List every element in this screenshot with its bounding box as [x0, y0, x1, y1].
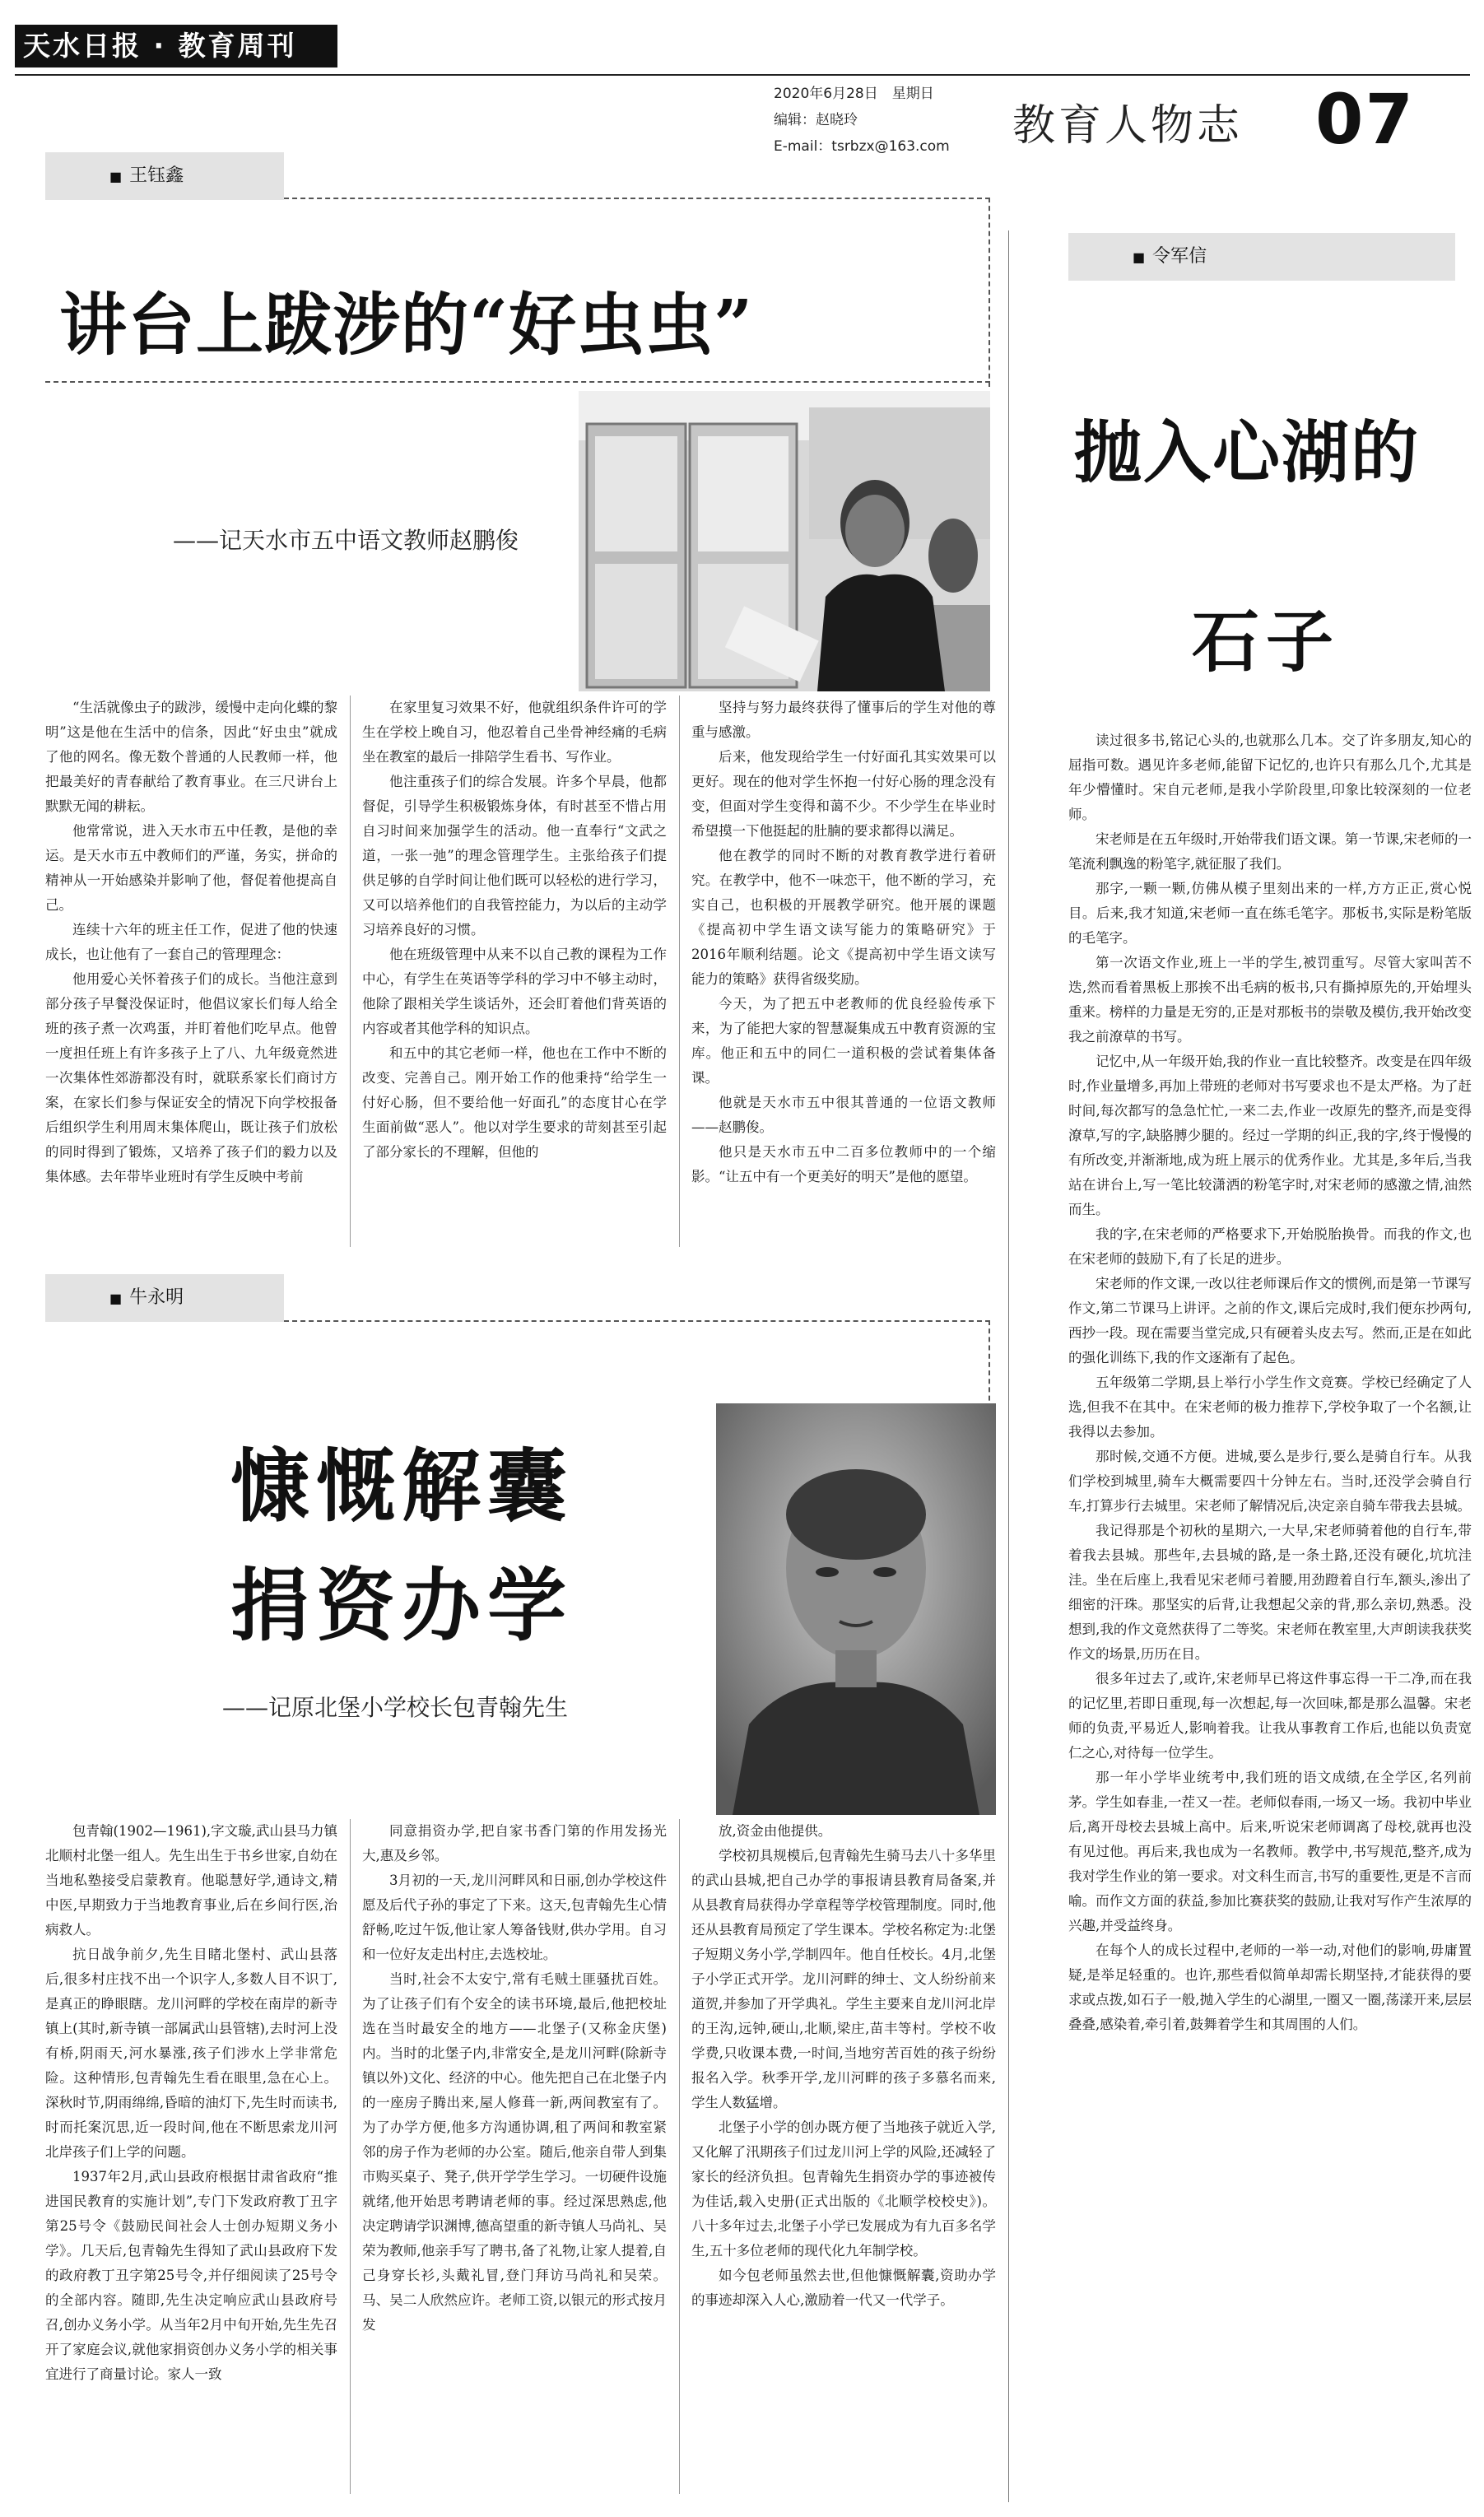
author-name: 令军信	[1152, 246, 1207, 267]
article-2-column-3	[691, 1819, 996, 2502]
issue-date: 2020年6月28日 星期日	[774, 86, 934, 102]
principal-portrait	[716, 1403, 996, 1815]
paragraph: 我的字,在宋老师的严格要求下,开始脱胎换骨。而我的作文,也在宋老师的鼓励下,有了长足的进步。	[1068, 1226, 1472, 1267]
contact-email: E-mail：tsrbzx@163.com	[774, 138, 950, 155]
paragraph: 很多年过去了,或许,宋老师早已将这件事忘得一干二净,而在我的记忆里,若即日重现,每一次想起,每一次回味,都是那么温馨。宋老师的负责,平易近人,影响着我。让我从事教育工作后,也能以负责宽仁之心,对待每一位学生。	[1068, 1671, 1472, 1761]
paragraph: 那一年小学毕业统考中,我们班的语文成绩,在全学区,名列前茅。学生如春韭,一茬又一茬。老师似春雨,一场又一场。我初中毕业后,离开母校去县城上高中。后来,听说宋老师调离了母校,就再也没有见过他。再后来,我也成为一名教师。教学中,书写规范,整齐,成为我对学生作业的第一要求。对文科生而言,书写的重要性,更是不言而喻。而作文方面的获益,参加比赛获奖的鼓励,让我对写作产生浓厚的兴趣,并受益终身。	[1068, 1770, 1472, 1933]
column-divider	[350, 696, 351, 1247]
article-1-dash-right	[989, 198, 990, 387]
paragraph: 他常常说，进入天水市五中任教，是他的幸运。是天水市五中教师们的严谨，务实，拼命的精神从一开始感染并影响了他，督促着他提高自己。	[45, 823, 337, 913]
paragraph: 包青翰(1902—1961),字文璇,武山县马力镇北顺村北堡一组人。先生出生于书乡世家,自幼在当地私塾接受启蒙教育。他聪慧好学,通诗文,精中医,早期致力于当地教育事业,后在乡间行医,治病救人。	[45, 1823, 337, 1938]
paragraph: 坚持与努力最终获得了懂事后的学生对他的尊重与感激。	[691, 700, 996, 740]
paragraph: 他在班级管理中从来不以自己教的课程为工作中心，有学生在英语等学科的学习中不够主动时，他除了跟相关学生谈话外，还会盯着他们背英语的内容或者其他学科的知识点。	[362, 947, 667, 1036]
paragraph: 我记得那是个初秋的星期六,一大早,宋老师骑着他的自行车,带着我去县城。那些年,去县城的路,是一条土路,还没有硬化,坑坑洼洼。坐在后座上,我看见宋老师弓着腰,用劲蹬着自行车,额头,渗出了细密的汗珠。那坚实的后背,让我想起父亲的背,那么亲切,熟悉。没想到,我的作文竟然获得了二等奖。宋老师在教室里,大声朗读我获奖作文的场景,历历在目。	[1068, 1523, 1472, 1662]
paragraph: 记忆中,从一年级开始,我的作业一直比较整齐。改变是在四年级时,作业量增多,再加上带班的老师对书写要求也不是太严格。为了赶时间,每次都写的急急忙忙,一来二去,作业一改原先的整齐,而是变得潦草,写的字,缺胳膊少腿的。经过一学期的纠正,我的字,终于慢慢的有所改变,并渐渐地,成为班上展示的优秀作业。尤其是,多年后,当我站在讲台上,写一笔比较潇洒的粉笔字时,对宋老师的感激之情,油然而生。	[1068, 1054, 1472, 1217]
article-2-title-line-1: 慷慨解囊	[230, 1440, 573, 1533]
teacher-photo	[579, 391, 990, 691]
article-2-subtitle: ——记原北堡小学校长包青翰先生	[222, 1694, 569, 1721]
paragraph: 今天，为了把五中老教师的优良经验传承下来，为了能把大家的智慧凝集成五中教育资源的宝库。他正和五中的同仁一道积极的尝试着集体备课。	[691, 996, 996, 1086]
paragraph: 当时,社会不太安宁,常有毛贼土匪骚扰百姓。为了让孩子们有个安全的读书环境,最后,他把校址选在当时最安全的地方——北堡子(又称金庆堡)内。当时的北堡子内,非常安全,是龙川河畔(除新寺镇以外)文化、经济的中心。他先把自己在北堡子内的一座房子腾出来,屋人修葺一新,两间教室有了。为了办学方便,他多方沟通协调,租了两间和教室紧邻的房子作为老师的办公室。随后,他亲自带人到集市购买桌子、凳子,供开学学生学习。一切硬件设施就绪,他开始思考聘请老师的事。经过深思熟虑,他决定聘请学识渊博,德高望重的新寺镇人马尚礼、吴荣为教师,他亲手写了聘书,备了礼物,让家人提着,自己身穿长衫,头戴礼冒,登门拜访马尚礼和吴荣。马、吴二人欣然应许。老师工资,以银元的形式按月发	[362, 1971, 667, 2333]
paragraph: “生活就像虫子的跋涉，缓慢中走向化蝶的黎明”这是他在生活中的信条，因此“好虫虫”就成了他的网名。像无数个普通的人民教师一样，他把最美好的青春献给了教育事业。在三尺讲台上默默无闻的耕耘。	[45, 700, 337, 814]
paragraph: 1937年2月,武山县政府根据甘肃省政府“推进国民教育的实施计划”,专门下发政府教丁丑字第25号令《鼓励民间社会人士创办短期义务小学》。几天后,包青翰先生得知了武山县政府下发的政府教丁丑字第25号令,并仔细阅读了25号令的全部内容。随即,先生决定响应武山县政府号召,创办义务小学。从当年2月中旬开始,先生先召开了家庭会议,就他家捐资创办义务小学的相关事宜进行了商量讨论。家人一致	[45, 2169, 337, 2382]
article-2-author-tag	[45, 1274, 284, 1322]
paragraph: 读过很多书,铭记心头的,也就那么几本。交了许多朋友,知心的屈指可数。遇见许多老师,能留下记忆的,也许只有那么几个,尤其是年少懵懂时。宋自元老师,是我小学阶段里,印象比较深刻的一位老师。	[1068, 733, 1472, 822]
article-1-title: 讲台上跋涉的“好虫虫”	[59, 286, 754, 365]
paragraph: 3月初的一天,龙川河畔风和日丽,创办学校这件愿及后代子孙的事定了下来。这天,包青翰先生心情舒畅,吃过午饭,他让家人筹备钱财,供办学用。自习和一位好友走出村庄,去选校址。	[362, 1873, 667, 1962]
paragraph: 那字,一颗一颗,仿佛从模子里刻出来的一样,方方正正,赏心悦目。后来,我才知道,宋老师一直在练毛笔字。那板书,实际是粉笔版的毛笔字。	[1068, 881, 1472, 946]
paragraph: 放,资金由他提供。	[719, 1823, 832, 1839]
paragraph: 第一次语文作业,班上一半的学生,被罚重写。尽管大家叫苦不迭,然而看着黑板上那挨不出毛病的板书,只有撕掉原先的,开始埋头重来。榜样的力量是无穷的,正是对那板书的崇敬及模仿,我开始改变我之前潦草的书写。	[1068, 955, 1472, 1044]
article-1-column-1	[45, 696, 337, 1255]
article-1-dash-top	[284, 198, 990, 199]
article-2-column-1	[45, 1819, 337, 2502]
author-name: 王钰鑫	[129, 165, 184, 186]
paragraph: 宋老师的作文课,一改以往老师课后作文的惯例,而是第一节课写作文,第二节课马上讲评。之前的作文,课后完成时,我们便东抄两句,西抄一段。现在需要当堂完成,只有硬着头皮去写。然而,正是在如此的强化训练下,我的作文逐渐有了起色。	[1068, 1276, 1472, 1366]
section-title: 教育人物志	[1012, 101, 1244, 151]
article-3-column	[1068, 728, 1472, 2506]
paragraph: 连续十六年的班主任工作，促进了他的快速成长，也让他有了一套自己的管理理念：	[45, 922, 337, 962]
column-divider	[679, 1819, 680, 2494]
paragraph: 他注重孩子们的综合发展。许多个早晨，他都督促，引导学生积极锻炼身体，有时甚至不惜占用自习时间来加强学生的活动。他一直奉行“文武之道，一张一弛”的理念管理学生。主张给孩子们提供足够的自学时间让他们既可以轻松的进行学习，又可以培养他们的自我管控能力，为以后的主动学习培养良好的习惯。	[362, 774, 667, 937]
paragraph: 他只是天水市五中二百多位教师中的一个缩影。“让五中有一个更美好的明天”是他的愿望。	[691, 1144, 996, 1184]
paragraph: 同意捐资办学,把自家书香门第的作用发扬光大,惠及乡邻。	[362, 1823, 667, 1863]
page-number: 07	[1315, 79, 1415, 160]
article-2-dash-top	[284, 1320, 990, 1322]
paragraph: 宋老师是在五年级时,开始带我们语文课。第一节课,宋老师的一笔流利飘逸的粉笔字,就征服了我们。	[1068, 831, 1472, 872]
column-divider	[679, 696, 680, 1247]
article-1-column-3	[691, 696, 996, 1255]
paragraph: 和五中的其它老师一样，他也在工作中不断的改变、完善自己。刚开始工作的他秉持“给学生一付好心肠，但不要给他一好面孔”的态度甘心在学生面前做“恶人”。他以对学生要求的苛刻甚至引起了部分家长的不理解，但他的	[362, 1045, 667, 1160]
newspaper-masthead: 天水日报 · 教育周刊	[15, 25, 337, 67]
paragraph: 那时候,交通不方便。进城,要么是步行,要么是骑自行车。从我们学校到城里,骑车大概需要四十分钟左右。当时,还没学会骑自行车,打算步行去城里。宋老师了解情况后,决定亲自骑车带我去县城。	[1068, 1449, 1472, 1514]
article-3-title-line-2: 石子	[1192, 602, 1341, 682]
paragraph: 他用爱心关怀着孩子们的成长。当他注意到部分孩子早餐没保证时，他倡议家长们每人给全班的孩子煮一次鸡蛋，并盯着他们吃早点。他曾一度担任班上有许多孩子上了八、九年级竟然进一次集体性郊游都没有时，就联系家长们商讨方案，在家长们参与保证安全的情况下向学校报备后组织学生利用周末集体爬山，既让孩子们放松的同时得到了锻炼，又培养了孩子们的毅力以及集体感。去年带毕业班时有学生反映中考前	[45, 971, 337, 1184]
column-divider	[350, 1819, 351, 2494]
article-1-subtitle: ——记天水市五中语文教师赵鹏俊	[173, 527, 519, 554]
article-3-title-line-1: 抛入心湖的	[1074, 413, 1421, 492]
author-name: 牛永明	[129, 1287, 184, 1308]
paragraph: 五年级第二学期,县上举行小学生作文竞赛。学校已经确定了人选,但我不在其中。在宋老师的极力推荐下,学校争取了一个名额,让我得以去参加。	[1068, 1375, 1472, 1440]
paragraph: 学校初具规模后,包青翰先生骑马去八十多华里的武山县城,把自己办学的事报请县教育局备案,并从县教育局获得办学章程等学校管理制度。同时,他还从县教育局预定了学生课本。学校名称定为:北堡子短期义务小学,学制四年。他自任校长。4月,北堡子小学正式开学。龙川河畔的绅士、文人纷纷前来道贺,并参加了开学典礼。学生主要来自龙川河北岸的王沟,远钟,硬山,北顺,梁庄,苗丰等村。学校不收学费,只收课本费,一时间,当地穷苦百姓的孩子纷纷报名入学。秋季开学,龙川河畔的孩子多慕名而来,学生人数猛增。	[691, 1848, 996, 2110]
editor-name: 编辑：赵晓玲	[774, 112, 858, 128]
article-1-author-tag	[45, 152, 284, 200]
paragraph: 他就是天水市五中很其普通的一位语文教师——赵鹏俊。	[691, 1095, 996, 1135]
paragraph: 在家里复习效果不好，他就组织条件许可的学生在学校上晚自习，他忍着自己坐骨神经痛的毛病坐在教室的最后一排陪学生看书、写作业。	[362, 700, 667, 765]
paragraph: 后来，他发现给学生一付好面孔其实效果可以更好。现在的他对学生怀抱一付好心肠的理念没有变，但面对学生变得和蔼不少。不少学生在毕业时希望摸一下他挺起的肚腩的要求都得以满足。	[691, 749, 996, 839]
issue-info	[774, 81, 950, 160]
paragraph: 在每个人的成长过程中,老师的一举一动,对他们的影响,毋庸置疑,是举足轻重的。也许,那些看似简单却需长期坚持,才能获得的要求或点拨,如石子一般,抛入学生的心湖里,一圈又一圈,荡漾开来,层层叠叠,感染着,牵引着,鼓舞着学生和其周围的人们。	[1068, 1942, 1472, 2032]
paragraph: 他在教学的同时不断的对教育教学进行着研究。在教学中，他不一味恋干，他不断的学习，充实自己，也积极的开展教学研究。他开展的课题《提高初中学生语文读写能力的策略研究》于2016年顺利结题。论文《提高初中学生语文读写能力的策略》获得省级奖励。	[691, 848, 996, 987]
page-column-divider	[1008, 230, 1009, 2502]
article-2-column-2	[362, 1819, 667, 2502]
article-1-column-2	[362, 696, 667, 1255]
paragraph: 北堡子小学的创办既方便了当地孩子就近入学,又化解了汛期孩子们过龙川河上学的风险,还减轻了家长的经济负担。包青翰先生捐资办学的事迹被传为佳话,载入史册(正式出版的《北顺学校校史》)。八十多年过去,北堡子小学已发展成为有九百多名学生,五十多位老师的现代化九年制学校。	[691, 2119, 996, 2259]
principal-portrait-image	[716, 1403, 996, 1815]
paragraph: 如今包老师虽然去世,但他慷慨解囊,资助办学的事迹却深入人心,激励着一代又一代学子。	[691, 2268, 996, 2308]
paragraph: 抗日战争前夕,先生目睹北堡村、武山县落后,很多村庄找不出一个识字人,多数人目不识丁,是真正的睁眼瞎。龙川河畔的学校在南岸的新寺镇上(其时,新寺镇一部属武山县管辖),去时河上没有桥,阴雨天,河水暴涨,孩子们涉水上学非常危险。这种情形,包青翰先生看在眼里,急在心上。深秋时节,阴雨绵绵,昏暗的油灯下,先生时而读书,时而托案沉思,近一段时间,他在不断思索龙川河北岸孩子们上学的问题。	[45, 1947, 337, 2160]
header-rule	[15, 74, 1470, 76]
teacher-photo-image	[579, 391, 990, 691]
article-3-author-tag	[1068, 233, 1455, 281]
article-2-title-line-2: 捐资办学	[230, 1559, 573, 1652]
